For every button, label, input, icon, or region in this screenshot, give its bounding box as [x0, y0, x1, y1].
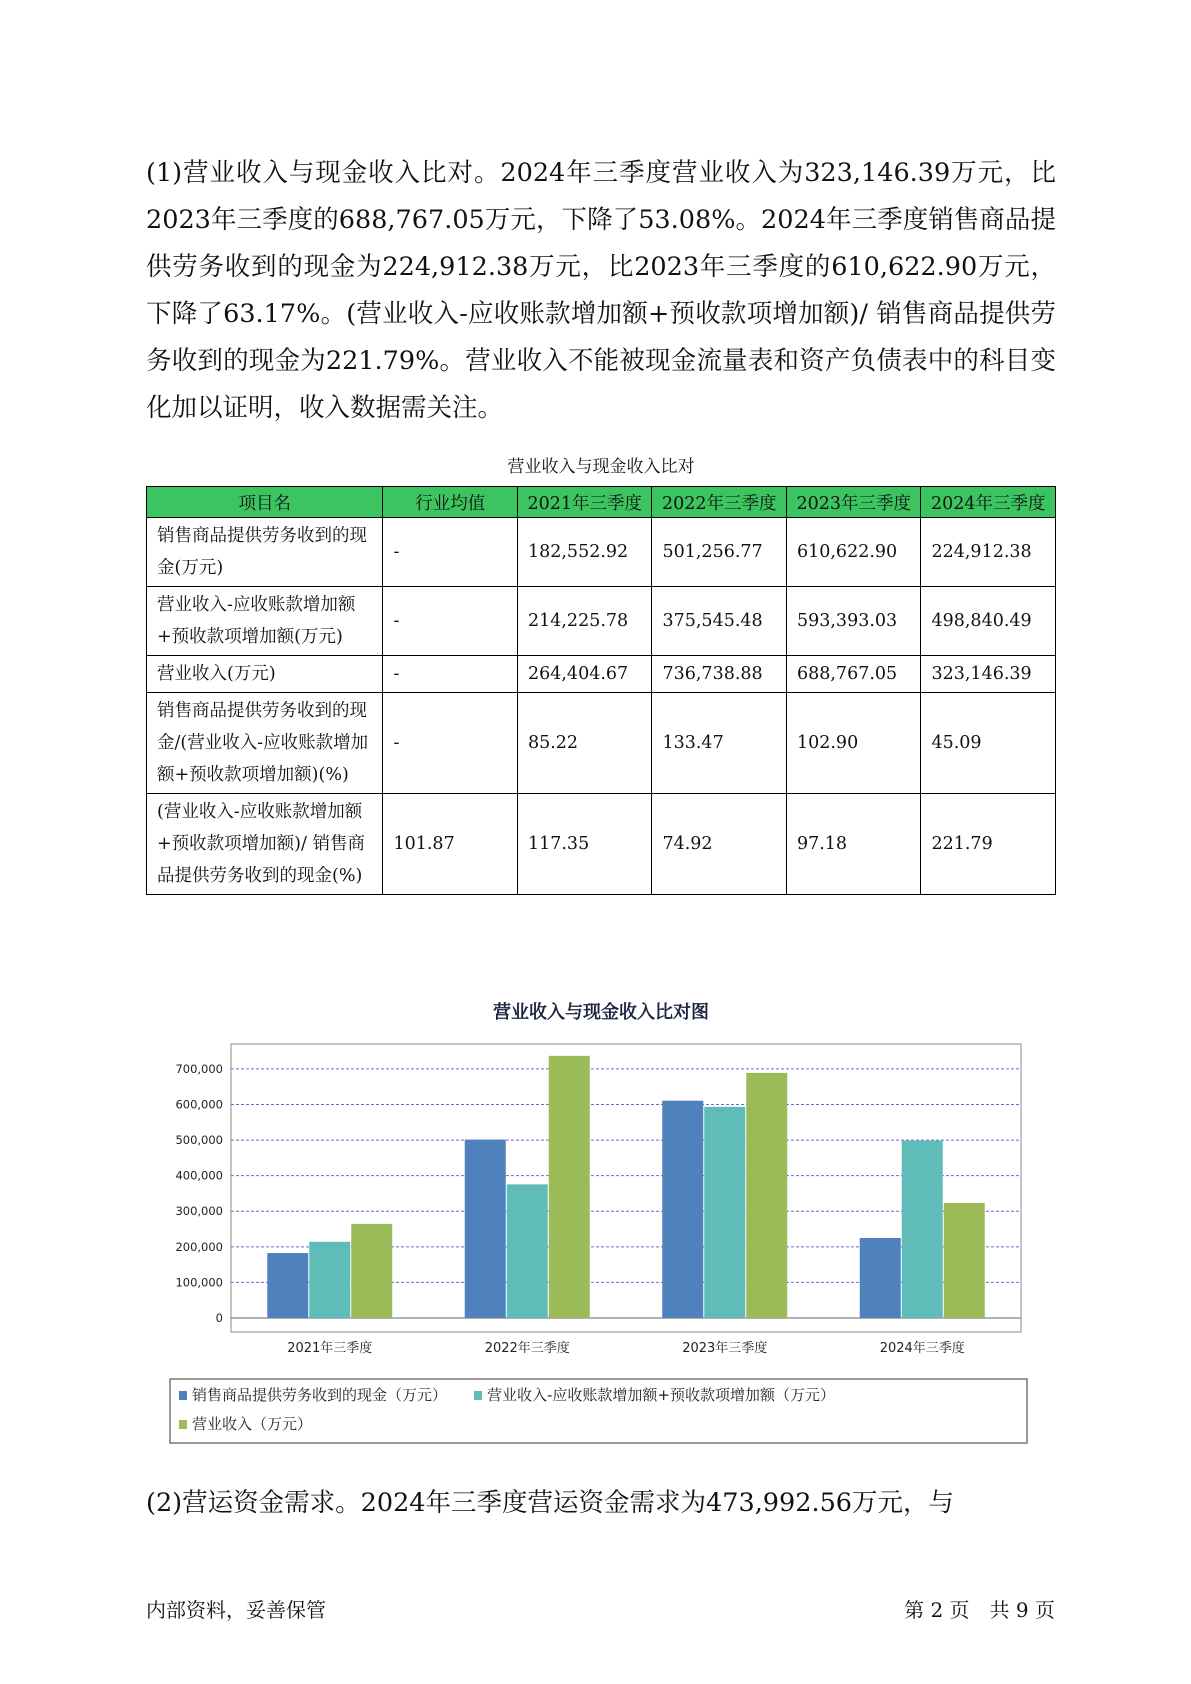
table-cell: 264,404.67 [517, 656, 652, 693]
header-item-name: 项目名 [147, 487, 383, 518]
legend-label: 营业收入（万元） [192, 1415, 313, 1433]
bar [309, 1242, 350, 1318]
table-cell: 133.47 [652, 693, 787, 794]
row-label: (营业收入-应收账款增加额+预收款项增加额)/ 销售商品提供劳务收到的现金(%) [147, 794, 383, 895]
legend-label: 销售商品提供劳务收到的现金（万元） [192, 1386, 448, 1404]
row-label: 营业收入-应收账款增加额+预收款项增加额(万元) [147, 587, 383, 656]
legend-label: 营业收入-应收账款增加额+预收款项增加额（万元） [487, 1386, 835, 1404]
x-axis-ticks [287, 1340, 965, 1356]
x-tick-label: 2021年三季度 [287, 1341, 373, 1356]
bar [704, 1107, 745, 1318]
table-cell: 101.87 [383, 794, 518, 895]
header-2022-q3: 2022年三季度 [652, 487, 787, 518]
bar [351, 1224, 392, 1318]
bar [902, 1140, 943, 1318]
chart-title: 营业收入与现金收入比对图 [493, 1002, 709, 1023]
y-tick-label: 500,000 [175, 1133, 223, 1148]
table-cell: - [383, 518, 518, 587]
table-cell: 736,738.88 [652, 656, 787, 693]
table-cell: 97.18 [786, 794, 921, 895]
bar [465, 1140, 506, 1318]
y-tick-label: 200,000 [175, 1239, 223, 1254]
header-2024-q3: 2024年三季度 [921, 487, 1056, 518]
footer-page-number: 第 2 页 共 9 页 [904, 1598, 1055, 1622]
table-cell: - [383, 693, 518, 794]
table-cell: 498,840.49 [921, 587, 1056, 656]
table-cell: 117.35 [517, 794, 652, 895]
paragraph-revenue-vs-cash: (1)营业收入与现金收入比对。2024年三季度营业收入为323,146.39万元，比2023年三季度的688,767.05万元，下降了53.08%。2024年三季度销售商品提供劳务收到的现金为224,912.38万元，比2023年三季度的610,622.90万元，下降了63.17%。(营业收入-应收账款增加额+预收款项增加额)/ 销售商品提供劳务收到的现金为221.79%。营业收入不能被现金流量表和资产负债表中的科目变化加以证明，收入数据需关注。 [146, 158, 1056, 423]
x-tick-label: 2023年三季度 [682, 1341, 768, 1356]
table-row [147, 656, 1056, 693]
row-label: 销售商品提供劳务收到的现金/(营业收入-应收账款增加额+预收款项增加额)(%) [147, 693, 383, 794]
y-tick-label: 0 [215, 1311, 223, 1325]
table-row [147, 518, 1056, 587]
table-cell: 45.09 [921, 693, 1056, 794]
table-row [147, 794, 1056, 895]
table-cell: 182,552.92 [517, 518, 652, 587]
x-tick-label: 2024年三季度 [879, 1341, 965, 1356]
table-cell: 85.22 [517, 693, 652, 794]
table-cell: 610,622.90 [786, 518, 921, 587]
bar [662, 1101, 703, 1318]
y-tick-label: 700,000 [175, 1061, 223, 1076]
table-caption: 营业收入与现金收入比对 [507, 457, 695, 477]
table-cell: 501,256.77 [652, 518, 787, 587]
bar [549, 1056, 590, 1318]
legend-swatch [474, 1391, 482, 1400]
table-cell: 214,225.78 [517, 587, 652, 656]
header-2023-q3: 2023年三季度 [786, 487, 921, 518]
y-axis-ticks [175, 1062, 223, 1325]
y-tick-label: 400,000 [175, 1168, 223, 1183]
table-row [147, 587, 1056, 656]
table-cell: 688,767.05 [786, 656, 921, 693]
bar [944, 1203, 985, 1318]
revenue-cash-bar-chart [146, 990, 1056, 1450]
table-cell: 224,912.38 [921, 518, 1056, 587]
table-cell: 221.79 [921, 794, 1056, 895]
footer-confidential-note: 内部资料，妥善保管 [146, 1598, 326, 1622]
table-cell: 74.92 [652, 794, 787, 895]
legend-swatch [179, 1420, 187, 1429]
row-label: 销售商品提供劳务收到的现金(万元) [147, 518, 383, 587]
y-tick-label: 100,000 [175, 1275, 223, 1290]
bar [267, 1253, 308, 1318]
table-cell: 102.90 [786, 693, 921, 794]
table-cell: 323,146.39 [921, 656, 1056, 693]
bar [746, 1073, 787, 1318]
legend-swatch [179, 1391, 187, 1400]
header-2021-q3: 2021年三季度 [517, 487, 652, 518]
row-label: 营业收入(万元) [147, 656, 383, 693]
table-cell: 593,393.03 [786, 587, 921, 656]
table-header-row [147, 487, 1056, 518]
bar [507, 1184, 548, 1318]
paragraph-working-capital: (2)营运资金需求。2024年三季度营运资金需求为473,992.56万元，与 [146, 1488, 955, 1518]
table-row [147, 693, 1056, 794]
header-industry-average: 行业均值 [383, 487, 518, 518]
bar [860, 1238, 901, 1318]
table-cell: - [383, 656, 518, 693]
y-tick-label: 300,000 [175, 1204, 223, 1219]
y-tick-label: 600,000 [175, 1097, 223, 1112]
table-cell: - [383, 587, 518, 656]
revenue-cash-table [146, 486, 1056, 895]
table-cell: 375,545.48 [652, 587, 787, 656]
x-tick-label: 2022年三季度 [484, 1341, 570, 1356]
